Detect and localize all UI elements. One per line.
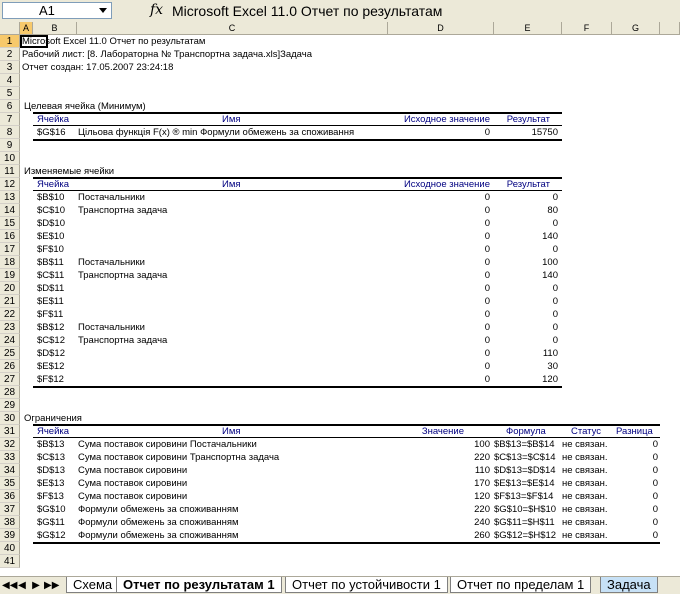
changing-cell-initial: 0	[484, 270, 490, 281]
changing-cell-result: 0	[552, 335, 558, 346]
constraint-status: не связан.	[562, 504, 608, 515]
constraint-value: 260	[474, 530, 490, 541]
column-header-e[interactable]: E	[494, 22, 562, 35]
constraint-diff: 0	[652, 517, 658, 528]
column-header-b[interactable]: B	[33, 22, 77, 35]
constraint-name: Сума поставок сировини	[78, 491, 188, 502]
column-header-f[interactable]: F	[562, 22, 612, 35]
worksheet-name: Рабочий лист: [8. Лабораторна № Транспортна задача.xls]Задача	[22, 49, 312, 60]
name-box[interactable]	[2, 2, 112, 19]
constraint-diff: 0	[652, 530, 658, 541]
row-header[interactable]: 7	[0, 113, 20, 126]
constraint-value: 120	[474, 491, 490, 502]
col-status-label: Статус	[571, 426, 602, 437]
changing-cell-name: Транспортна задача	[78, 270, 168, 281]
row-header[interactable]: 32	[0, 438, 20, 451]
constraint-formula: $D$13=$D$14	[494, 465, 556, 476]
constraint-value: 220	[474, 504, 490, 515]
chevron-down-icon[interactable]	[99, 8, 107, 13]
changing-cell-name: Транспортна задача	[78, 335, 168, 346]
constraint-value: 220	[474, 452, 490, 463]
col-diff-label: Разница	[616, 426, 653, 437]
row-header[interactable]: 36	[0, 490, 20, 503]
tab-task[interactable]: Задача	[600, 577, 658, 593]
changing-cell-result: 0	[552, 192, 558, 203]
constraint-value: 170	[474, 478, 490, 489]
constraint-value: 100	[474, 439, 490, 450]
divider	[33, 139, 562, 141]
row-header[interactable]: 23	[0, 321, 20, 334]
changing-cell-result: 140	[542, 231, 558, 242]
constraint-diff: 0	[652, 491, 658, 502]
row-header[interactable]: 21	[0, 295, 20, 308]
changing-cell-name: Транспортна задача	[78, 205, 168, 216]
row-header[interactable]: 25	[0, 347, 20, 360]
divider	[33, 386, 562, 388]
changing-cell-ref: $C$12	[37, 335, 65, 346]
col-cell-label: Ячейка	[37, 114, 70, 125]
changing-cell-initial: 0	[484, 348, 490, 359]
changing-cell-ref: $F$11	[37, 309, 64, 320]
tab-limits-report[interactable]: Отчет по пределам 1	[450, 577, 591, 593]
col-cell-label: Ячейка	[37, 426, 70, 437]
changing-cell-initial: 0	[484, 335, 490, 346]
column-header-d[interactable]: D	[388, 22, 494, 35]
tab-scheme[interactable]: Схема	[66, 577, 119, 593]
row-header[interactable]: 28	[0, 386, 20, 399]
changing-cell-result: 140	[542, 270, 558, 281]
constraint-name: Сума поставок сировини	[78, 478, 188, 489]
constraint-cell-ref: $G$11	[37, 517, 65, 528]
constraint-formula: $E$13=$E$14	[494, 478, 555, 489]
changing-cell-result: 30	[547, 361, 558, 372]
row-header[interactable]: 1	[0, 35, 20, 48]
changing-cell-ref: $D$11	[37, 283, 65, 294]
row-header[interactable]: 10	[0, 152, 20, 165]
target-cell-name: Цільова функція F(x) ® min Формули обмежень за споживання	[78, 127, 355, 138]
changing-section-title: Изменяемые ячейки	[24, 166, 115, 177]
changing-cell-ref: $E$12	[37, 361, 65, 372]
changing-cell-name: Постачальники	[78, 322, 145, 333]
changing-cell-result: 0	[552, 322, 558, 333]
next-sheet-icon[interactable]: ▶	[32, 580, 40, 591]
row-header[interactable]: 8	[0, 126, 20, 139]
row-header[interactable]: 17	[0, 243, 20, 256]
col-name-label: Имя	[222, 426, 241, 437]
constraint-cell-ref: $G$12	[37, 530, 66, 541]
row-header[interactable]: 35	[0, 477, 20, 490]
changing-cell-result: 0	[552, 283, 558, 294]
row-header[interactable]: 11	[0, 165, 20, 178]
constraint-status: не связан.	[562, 517, 608, 528]
row-header[interactable]: 5	[0, 87, 20, 100]
constraints-section-title: Ограничения	[24, 413, 82, 424]
prev-sheet-icon[interactable]: ◀	[18, 580, 26, 591]
changing-cell-initial: 0	[484, 205, 490, 216]
constraint-cell-ref: $C$13	[37, 452, 65, 463]
row-header[interactable]: 33	[0, 451, 20, 464]
col-initial-label: Исходное значение	[403, 179, 490, 190]
changing-cell-result: 0	[552, 218, 558, 229]
row-header[interactable]: 39	[0, 529, 20, 542]
row-header[interactable]: 27	[0, 373, 20, 386]
target-cell-ref: $G$16	[37, 127, 66, 138]
tab-sensitivity-report[interactable]: Отчет по устойчивости 1	[285, 577, 448, 593]
selected-cell-outline	[20, 35, 48, 48]
constraint-diff: 0	[652, 439, 658, 450]
changing-cell-initial: 0	[484, 283, 490, 294]
row-header[interactable]: 19	[0, 269, 20, 282]
changing-cell-initial: 0	[484, 192, 490, 203]
row-header[interactable]: 29	[0, 399, 20, 412]
changing-cell-initial: 0	[484, 322, 490, 333]
col-formula-label: Формула	[506, 426, 546, 437]
column-header-c[interactable]: C	[77, 22, 388, 35]
constraint-status: не связан.	[562, 530, 608, 541]
changing-cell-ref: $C$10	[37, 205, 65, 216]
changing-cell-initial: 0	[484, 244, 490, 255]
row-header[interactable]: 6	[0, 100, 20, 113]
constraint-formula: $G$12=$H$12	[494, 530, 557, 541]
changing-cell-result: 100	[542, 257, 558, 268]
col-result-label: Результат	[506, 179, 550, 190]
changing-cell-result: 0	[552, 309, 558, 320]
constraint-name: Формули обмежень за споживанням	[78, 504, 239, 515]
worksheet-grid[interactable]	[20, 35, 680, 567]
divider	[33, 542, 660, 544]
row-header[interactable]: 40	[0, 542, 20, 555]
constraint-name: Сума поставок сировини Транспортна задача	[78, 452, 280, 463]
changing-cell-initial: 0	[484, 257, 490, 268]
last-sheet-icon[interactable]: ▶▶	[44, 580, 60, 591]
row-header[interactable]: 14	[0, 204, 20, 217]
changing-cell-ref: $F$10	[37, 244, 64, 255]
row-header[interactable]: 20	[0, 282, 20, 295]
row-header[interactable]: 2	[0, 48, 20, 61]
changing-cell-ref: $B$11	[37, 257, 64, 268]
constraint-value: 110	[474, 465, 490, 476]
changing-cell-ref: $C$11	[37, 270, 65, 281]
changing-cell-result: 110	[542, 348, 558, 359]
row-header[interactable]: 38	[0, 516, 20, 529]
constraint-status: не связан.	[562, 478, 608, 489]
changing-cell-initial: 0	[484, 309, 490, 320]
changing-cell-ref: $F$12	[37, 374, 64, 385]
column-header-overflow	[660, 22, 680, 35]
col-initial-label: Исходное значение	[403, 114, 490, 125]
row-header[interactable]: 18	[0, 256, 20, 269]
cell-ref: A1	[39, 3, 55, 18]
row-header[interactable]: 24	[0, 334, 20, 347]
tab-results-report[interactable]: Отчет по результатам 1	[116, 577, 282, 593]
changing-cell-name: Постачальники	[78, 257, 145, 268]
row-header[interactable]: 30	[0, 412, 20, 425]
fx-icon[interactable]: fx	[150, 2, 164, 18]
changing-cell-ref: $D$12	[37, 348, 65, 359]
report-title: Microsoft Excel 11.0 Отчет по результатам	[22, 36, 206, 47]
select-all-corner[interactable]	[0, 22, 20, 35]
constraint-cell-ref: $B$13	[37, 439, 65, 450]
constraint-status: не связан.	[562, 491, 608, 502]
row-header[interactable]: 3	[0, 61, 20, 74]
target-section-title: Целевая ячейка (Минимум)	[24, 101, 146, 112]
constraint-formula: $G$10=$H$10	[494, 504, 557, 515]
changing-cell-result: 0	[552, 296, 558, 307]
constraint-cell-ref: $G$10	[37, 504, 66, 515]
divider	[33, 424, 660, 426]
row-header[interactable]: 12	[0, 178, 20, 191]
constraint-status: не связан.	[562, 465, 608, 476]
row-header[interactable]: 16	[0, 230, 20, 243]
col-result-label: Результат	[506, 114, 550, 125]
changing-cell-result: 0	[552, 244, 558, 255]
col-cell-label: Ячейка	[37, 179, 70, 190]
changing-cell-initial: 0	[484, 374, 490, 385]
target-cell-result: 15750	[531, 127, 558, 138]
row-header[interactable]: 37	[0, 503, 20, 516]
col-name-label: Имя	[222, 179, 241, 190]
row-header[interactable]: 31	[0, 425, 20, 438]
created-timestamp: Отчет создан: 17.05.2007 23:24:18	[22, 62, 174, 73]
target-cell-initial: 0	[484, 127, 490, 138]
changing-cell-ref: $D$10	[37, 218, 65, 229]
row-header[interactable]: 15	[0, 217, 20, 230]
constraint-status: не связан.	[562, 439, 608, 450]
constraint-diff: 0	[652, 465, 658, 476]
row-header[interactable]: 13	[0, 191, 20, 204]
constraint-formula: $C$13=$C$14	[494, 452, 556, 463]
row-header[interactable]: 41	[0, 555, 20, 568]
changing-cell-initial: 0	[484, 231, 490, 242]
constraint-status: не связан.	[562, 452, 608, 463]
constraint-cell-ref: $F$13	[37, 491, 64, 502]
changing-cell-result: 80	[547, 205, 558, 216]
changing-cell-name: Постачальники	[78, 192, 145, 203]
changing-cell-result: 120	[542, 374, 558, 385]
row-header[interactable]: 34	[0, 464, 20, 477]
col-name-label: Имя	[222, 114, 241, 125]
sheet-tab-bar	[0, 576, 680, 594]
constraint-cell-ref: $E$13	[37, 478, 65, 489]
first-sheet-icon[interactable]: ◀◀	[2, 580, 18, 591]
column-header-a[interactable]: A	[20, 22, 33, 35]
constraint-diff: 0	[652, 478, 658, 489]
changing-cell-initial: 0	[484, 296, 490, 307]
constraint-name: Формули обмежень за споживанням	[78, 517, 239, 528]
row-header[interactable]: 4	[0, 74, 20, 87]
constraint-formula: $B$13=$B$14	[494, 439, 555, 450]
row-header[interactable]: 22	[0, 308, 20, 321]
column-header-g[interactable]: G	[612, 22, 660, 35]
row-header[interactable]: 26	[0, 360, 20, 373]
constraint-value: 240	[474, 517, 490, 528]
constraint-name: Сума поставок сировини Постачальники	[78, 439, 257, 450]
constraint-cell-ref: $D$13	[37, 465, 65, 476]
constraint-diff: 0	[652, 504, 658, 515]
changing-cell-initial: 0	[484, 361, 490, 372]
changing-cell-initial: 0	[484, 218, 490, 229]
formula-input[interactable]: Microsoft Excel 11.0 Отчет по результатам	[172, 3, 443, 19]
changing-cell-ref: $B$12	[37, 322, 65, 333]
constraint-formula: $G$11=$H$11	[494, 517, 555, 528]
changing-cell-ref: $B$10	[37, 192, 65, 203]
formula-bar	[0, 0, 680, 23]
constraint-name: Сума поставок сировини	[78, 465, 188, 476]
changing-cell-ref: $E$11	[37, 296, 64, 307]
constraint-formula: $F$13=$F$14	[494, 491, 554, 502]
row-header[interactable]: 9	[0, 139, 20, 152]
changing-cell-ref: $E$10	[37, 231, 65, 242]
col-value-label: Значение	[421, 426, 464, 437]
constraint-name: Формули обмежень за споживанням	[78, 530, 239, 541]
constraint-diff: 0	[652, 452, 658, 463]
